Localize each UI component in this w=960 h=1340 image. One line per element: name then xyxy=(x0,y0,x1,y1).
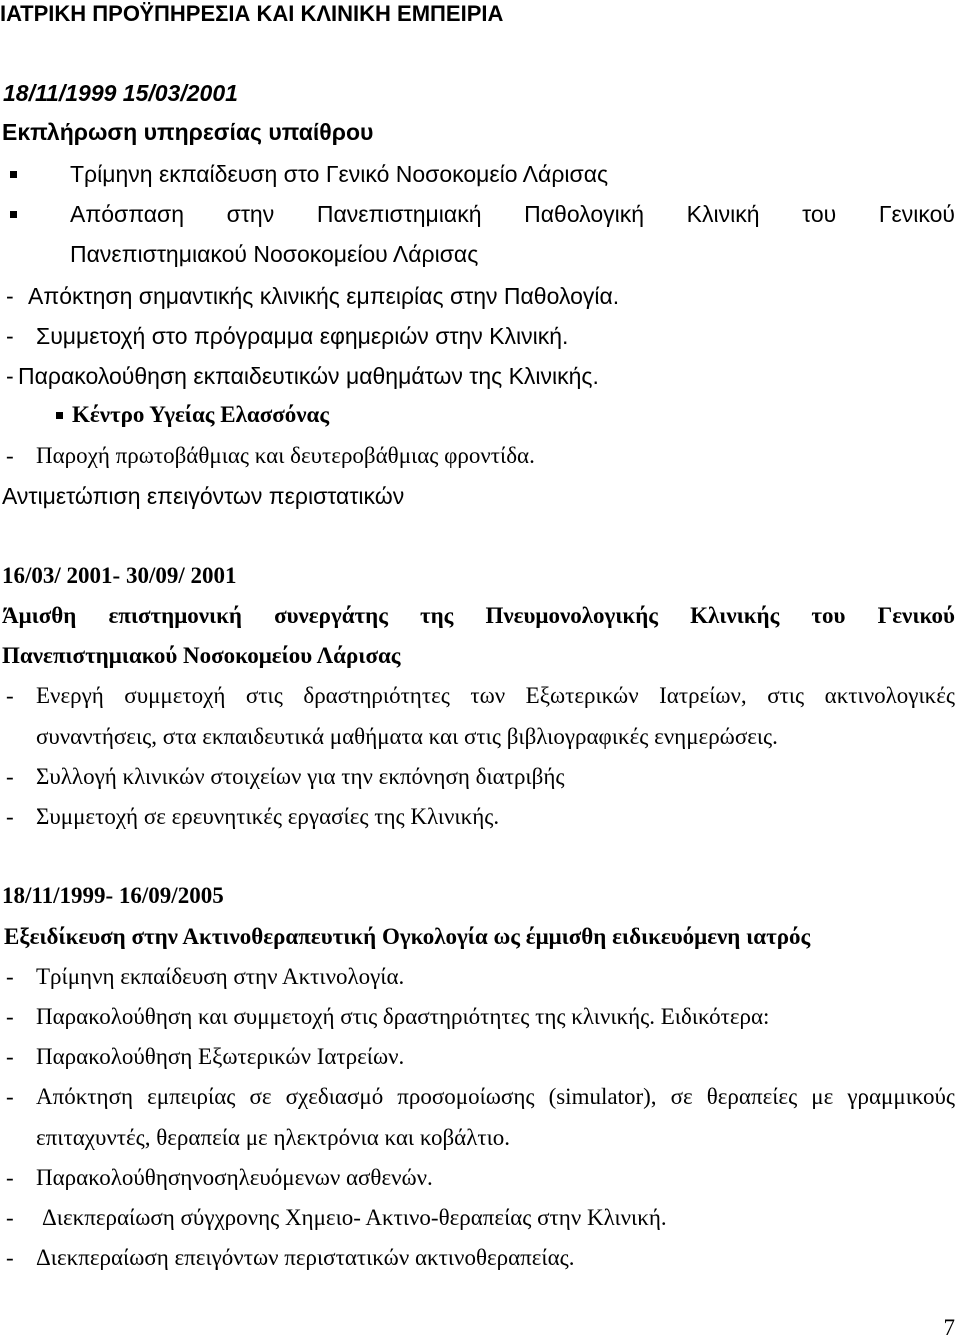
period-dates-text: 18/11/1999 15/03/2001 xyxy=(3,80,238,106)
duty-text: Συλλογή κλινικών στοιχείων για την εκπόνηση διατριβής xyxy=(36,764,565,789)
dash-marker: - xyxy=(6,1004,14,1029)
duty-text: Απόκτηση σημαντικής κλινικής εμπειρίας στην Παθολογία. xyxy=(28,283,620,309)
duty-continuation xyxy=(0,1124,960,1152)
posting-name: Απόσπαση στην Πανεπιστημιακή Παθολογική Κλινική του Γενικού xyxy=(70,201,955,227)
duty-item xyxy=(0,1003,960,1031)
duty-text: Παρακολούθηση και συμμετοχή στις δραστηριότητες της κλινικής. Ειδικότερα: xyxy=(36,1004,770,1029)
posting-item xyxy=(0,200,960,228)
duty-text: Συμμετοχή στο πρόγραμμα εφημεριών στην Κλινική. xyxy=(36,323,569,349)
posting-name: Κέντρο Υγείας Ελασσόνας xyxy=(72,402,330,427)
position-title xyxy=(0,118,960,146)
square-bullet-icon xyxy=(56,412,63,419)
duty-item xyxy=(0,963,960,991)
duty-item xyxy=(0,763,960,791)
period-dates xyxy=(0,79,960,107)
dash-marker: - xyxy=(6,1084,14,1109)
square-bullet-icon xyxy=(10,211,17,218)
duty-text: επιταχυντές, θεραπεία με ηλεκτρόνια και κοβάλτιο. xyxy=(36,1125,511,1150)
dash-marker: - xyxy=(6,283,14,309)
note-text: Αντιμετώπιση επειγόντων περιστατικών xyxy=(2,483,405,509)
dash-marker: - xyxy=(6,1245,14,1270)
duty-text: Ενεργή συμμετοχή στις δραστηριότητες των Εξωτερικών Ιατρείων, στις ακτινολογικές xyxy=(36,683,955,708)
duty-item xyxy=(0,362,960,390)
duty-item xyxy=(0,682,960,710)
duty-item xyxy=(0,1043,960,1071)
dash-marker: - xyxy=(6,964,14,989)
period-dates-text: 16/03/ 2001- 30/09/ 2001 xyxy=(2,563,237,588)
posting-item xyxy=(0,401,960,429)
duty-item xyxy=(0,442,960,470)
duty-item xyxy=(0,1164,960,1192)
period-dates-text: 18/11/1999- 16/09/2005 xyxy=(2,883,224,908)
note-line xyxy=(0,482,960,510)
section-heading-text: ΙΑΤΡΙΚΗ ΠΡΟΫΠΗΡΕΣΙΑ ΚΑΙ ΚΛΙΝΙΚΗ ΕΜΠΕΙΡΙΑ xyxy=(0,1,504,26)
duty-item xyxy=(0,1083,960,1111)
position-title-text: Άμισθη επιστημονική συνεργάτης της Πνευμονολογικής Κλινικής του Γενικού xyxy=(2,603,955,628)
duty-continuation xyxy=(0,723,960,751)
dash-marker: - xyxy=(6,1205,14,1230)
duty-text: Παρακολούθησηνοσηλευόμενων ασθενών. xyxy=(36,1165,433,1190)
duty-item xyxy=(0,803,960,831)
posting-name: Πανεπιστημιακού Νοσοκομείου Λάρισας xyxy=(70,241,479,267)
position-title-text: Πανεπιστημιακού Νοσοκομείου Λάρισας xyxy=(2,643,401,668)
duty-text: Τρίμηνη εκπαίδευση στην Ακτινολογία. xyxy=(36,964,405,989)
position-title-continuation xyxy=(0,642,960,670)
position-title-text: Εξειδίκευση στην Ακτινοθεραπευτική Ογκολογία ως έμμισθη ειδικευόμενη ιατρός xyxy=(4,924,811,949)
dash-marker: - xyxy=(6,443,14,468)
posting-name: Τρίμηνη εκπαίδευση στο Γενικό Νοσοκομείο Λάρισας xyxy=(70,161,609,187)
duty-item xyxy=(0,322,960,350)
duty-item xyxy=(0,1244,960,1272)
position-title xyxy=(0,602,960,630)
posting-item xyxy=(0,160,960,188)
period-dates xyxy=(0,562,960,590)
duty-text: συναντήσεις, στα εκπαιδευτικά μαθήματα και στις βιβλιογραφικές ενημερώσεις. xyxy=(36,724,778,749)
duty-item xyxy=(0,282,960,310)
position-title-text: Εκπλήρωση υπηρεσίας υπαίθρου xyxy=(2,119,374,145)
dash-marker: - xyxy=(6,804,14,829)
duty-text: Παροχή πρωτοβάθμιας και δευτεροβάθμιας φροντίδα. xyxy=(36,443,535,468)
duty-text: Παρακολούθηση εκπαιδευτικών μαθημάτων της Κλινικής. xyxy=(18,363,599,389)
dash-marker: - xyxy=(6,323,14,349)
duty-text: Συμμετοχή σε ερευνητικές εργασίες της Κλινικής. xyxy=(36,804,500,829)
dash-marker: - xyxy=(6,363,14,389)
position-title xyxy=(0,923,960,951)
duty-text: Διεκπεραίωση επειγόντων περιστατικών ακτινοθεραπείας. xyxy=(36,1245,575,1270)
duty-text: Διεκπεραίωση σύγχρονης Χημειο- Ακτινο-θεραπείας στην Κλινική. xyxy=(42,1205,667,1230)
posting-name-continuation xyxy=(0,240,960,268)
dash-marker: - xyxy=(6,1044,14,1069)
duty-text: Παρακολούθηση Εξωτερικών Ιατρείων. xyxy=(36,1044,405,1069)
duty-item xyxy=(0,1204,960,1232)
period-dates xyxy=(0,882,960,910)
section-heading xyxy=(0,0,960,28)
square-bullet-icon xyxy=(10,171,17,178)
dash-marker: - xyxy=(6,683,14,708)
dash-marker: - xyxy=(6,764,14,789)
duty-text: Απόκτηση εμπειρίας σε σχεδιασμό προσομοίωσης (simulator), σε θεραπείες με γραμμικούς xyxy=(36,1084,955,1109)
dash-marker: - xyxy=(6,1165,14,1190)
page-number: 7 xyxy=(943,1315,955,1340)
